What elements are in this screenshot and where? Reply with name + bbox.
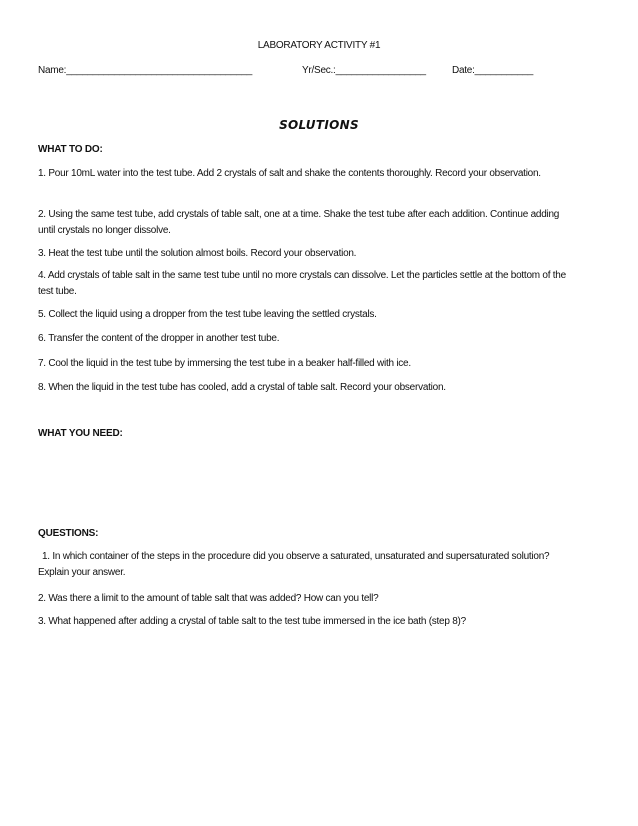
yr-sec-field: Yr/Sec.:_________________ <box>302 65 426 76</box>
step-5: 5. Collect the liquid using a dropper from the test tube leaving the settled crystals. <box>38 309 377 320</box>
step-7: 7. Cool the liquid in the test tube by immersing the test tube in a beaker half-filled with ice. <box>38 358 411 369</box>
question-1: 1. In which container of the steps in the procedure did you observe a saturated, unsaturated and supersaturated solution? Explain your answer. <box>38 551 550 578</box>
page-title: LABORATORY ACTIVITY #1 <box>257 40 381 51</box>
topic-title: SOLUTIONS <box>279 118 359 132</box>
step-1: 1. Pour 10mL water into the test tube. Add 2 crystals of salt and shake the contents thoroughly. Record your observation. <box>38 168 541 179</box>
step-4: 4. Add crystals of table salt in the same test tube until no more crystals can dissolve. Let the particles settle at the bottom of the test tube. <box>38 270 566 297</box>
what-you-need-heading: WHAT YOU NEED: <box>38 428 123 439</box>
what-to-do-heading: WHAT TO DO: <box>38 144 103 155</box>
step-3: 3. Heat the test tube until the solution almost boils. Record your observation. <box>38 248 357 259</box>
questions-heading: QUESTIONS: <box>38 528 99 539</box>
question-2: 2. Was there a limit to the amount of table salt that was added? How can you tell? <box>38 593 379 604</box>
question-3: 3. What happened after adding a crystal of table salt to the test tube immersed in the ice bath (step 8)? <box>38 616 466 627</box>
step-2: 2. Using the same test tube, add crystals of table salt, one at a time. Shake the test tube after each addition. Continue adding until crystals no longer dissolve. <box>38 209 560 236</box>
step-6: 6. Transfer the content of the dropper in another test tube. <box>38 333 280 344</box>
name-field: Name:___________________________________ <box>38 65 253 76</box>
step-8: 8. When the liquid in the test tube has cooled, add a crystal of table salt. Record your observation. <box>38 382 446 393</box>
date-field: Date:___________ <box>452 65 534 76</box>
